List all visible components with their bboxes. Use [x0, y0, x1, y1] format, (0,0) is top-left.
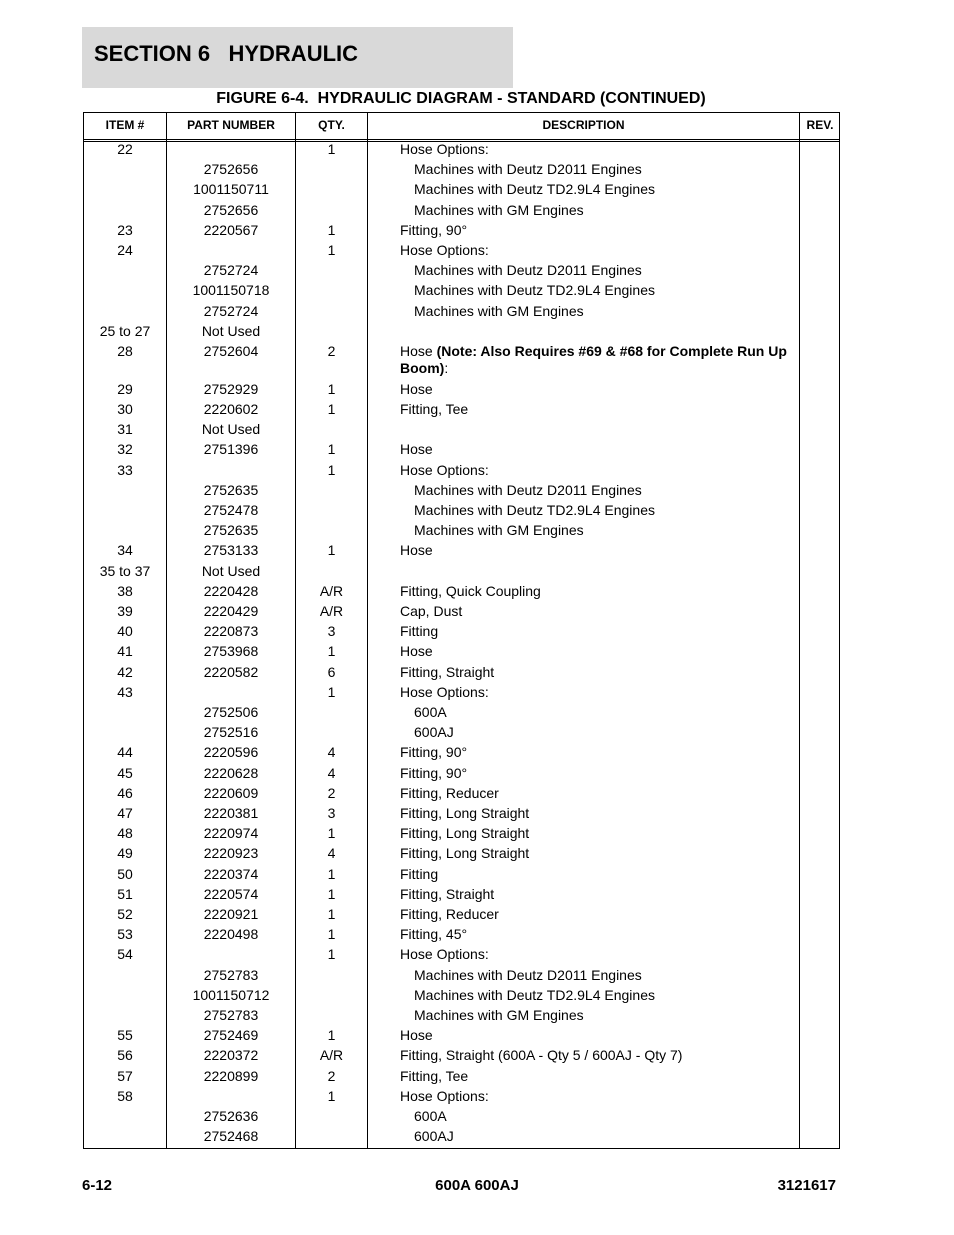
quantity: A/R: [319, 603, 344, 619]
part-number: 2752469: [203, 1027, 259, 1044]
quantity: 4: [327, 744, 336, 761]
item-number: 41: [117, 643, 133, 660]
part-number: 2753968: [203, 643, 259, 660]
item-number: 55: [117, 1027, 133, 1044]
item-number: 46: [117, 784, 133, 801]
part-number: 2220899: [203, 1067, 259, 1084]
quantity: 1: [327, 401, 336, 417]
part-number: 2220498: [203, 926, 259, 943]
description: 600AJ: [414, 1128, 454, 1145]
description: Hose: [400, 441, 433, 458]
item-number: 57: [117, 1067, 133, 1084]
part-number: 2752783: [203, 1007, 259, 1023]
part-number: 2220921: [203, 906, 259, 922]
quantity: 1: [327, 1087, 336, 1104]
part-number: 1001150712: [192, 986, 270, 1003]
description: Hose Options:: [400, 946, 489, 963]
item-number: 54: [117, 946, 133, 963]
part-number: 2220374: [203, 865, 259, 882]
column-header-rev: REV.: [806, 118, 834, 132]
description-text: Hose: [400, 343, 437, 359]
quantity: 1: [327, 441, 336, 458]
quantity: 1: [327, 141, 336, 157]
description: Hose Options:: [400, 141, 489, 157]
parts-table: [83, 112, 840, 1149]
description: Hose Options:: [400, 242, 489, 258]
item-number: 52: [117, 906, 133, 922]
quantity: 1: [327, 926, 336, 943]
description: Fitting: [400, 623, 439, 640]
part-number: 2220923: [203, 845, 259, 862]
part-number: 2752724: [203, 302, 259, 319]
description: Machines with Deutz TD2.9L4 Engines: [414, 282, 655, 299]
quantity: 3: [327, 623, 336, 640]
part-number: 2220429: [203, 603, 259, 619]
description: Fitting, Reducer: [400, 784, 499, 801]
description: 600A: [414, 1108, 447, 1124]
quantity: 1: [327, 1027, 336, 1044]
quantity: 1: [327, 242, 336, 258]
description: Hose Options:: [400, 1087, 489, 1104]
item-number: 47: [117, 805, 133, 821]
description: Fitting, 90°: [400, 221, 468, 238]
item-number: 28: [117, 343, 133, 359]
description: Fitting, Tee: [400, 1067, 469, 1084]
part-number: 1001150718: [192, 282, 270, 299]
description: Hose: [400, 643, 433, 660]
part-number: 2220582: [203, 663, 259, 680]
figure-title: FIGURE 6-4. HYDRAULIC DIAGRAM - STANDARD (CONTINUED): [216, 90, 706, 107]
part-number: 1001150711: [193, 181, 269, 198]
part-number: 2220567: [203, 221, 259, 238]
quantity: 3: [327, 805, 336, 821]
item-number: 23: [117, 221, 133, 238]
item-number: 50: [117, 865, 133, 882]
quantity: 2: [327, 343, 336, 359]
column-header-qty: QTY.: [318, 118, 345, 132]
quantity: 4: [327, 845, 336, 862]
part-number: 2752656: [203, 161, 259, 178]
column-divider: [367, 113, 368, 1148]
quantity: 6: [327, 663, 336, 680]
part-number: 2220609: [203, 784, 259, 801]
item-number: 32: [117, 441, 133, 458]
item-number: 35 to 37: [99, 562, 151, 579]
item-number: 33: [117, 461, 133, 478]
item-number: 31: [117, 421, 133, 438]
description: Fitting, Straight (600A - Qty 5 / 600AJ - Qty 7): [400, 1047, 683, 1064]
section-title: SECTION 6 HYDRAULIC: [94, 41, 359, 66]
item-number: 25 to 27: [99, 322, 151, 339]
part-number: 2220596: [203, 744, 259, 761]
quantity: A/R: [319, 582, 344, 599]
description: Machines with Deutz D2011 Engines: [414, 481, 642, 498]
description: Machines with Deutz D2011 Engines: [414, 262, 642, 279]
quantity: 4: [327, 764, 336, 781]
part-number: 2752635: [203, 522, 259, 539]
part-number: 2220974: [203, 825, 259, 842]
item-number: 51: [117, 885, 133, 902]
description: Machines with Deutz TD2.9L4 Engines: [414, 502, 655, 518]
item-number: 39: [117, 603, 133, 619]
part-number: 2220873: [203, 623, 259, 640]
part-number: 2752635: [203, 481, 259, 498]
column-header-part-number: PART NUMBER: [187, 118, 275, 132]
part-number: 2752506: [203, 704, 259, 720]
quantity: 1: [327, 380, 336, 397]
column-header-description: DESCRIPTION: [542, 118, 625, 132]
part-number: Not Used: [201, 421, 261, 438]
description: Machines with Deutz TD2.9L4 Engines: [414, 181, 655, 198]
part-number: 2220381: [203, 805, 259, 821]
description: Fitting, Long Straight: [400, 845, 530, 862]
header-divider: [84, 139, 839, 140]
column-header-item: ITEM #: [105, 118, 145, 132]
quantity: 1: [327, 885, 336, 902]
description: 600A: [414, 704, 447, 720]
quantity: 1: [327, 946, 336, 963]
part-number: 2752516: [203, 724, 259, 741]
footer-model: 600A 600AJ: [435, 1177, 519, 1194]
description: Cap, Dust: [400, 603, 463, 619]
description: Hose Options:: [400, 683, 489, 700]
part-number: 2220574: [203, 885, 259, 902]
footer-doc-number: 3121617: [777, 1177, 836, 1194]
item-number: 40: [117, 623, 133, 640]
description: Hose: [400, 1027, 433, 1044]
part-number: 2220372: [203, 1047, 259, 1064]
part-number: 2752604: [203, 343, 259, 359]
description: Fitting, 45°: [400, 926, 468, 943]
description: Fitting, Long Straight: [400, 805, 530, 821]
quantity: 1: [327, 542, 336, 559]
part-number: 2752468: [203, 1128, 259, 1145]
quantity: 1: [327, 461, 336, 478]
part-number: 2220602: [203, 401, 259, 417]
item-number: 44: [117, 744, 133, 761]
description: Machines with GM Engines: [414, 522, 584, 539]
description: Machines with GM Engines: [414, 302, 584, 319]
part-number: 2220628: [203, 764, 259, 781]
description: Fitting, 90°: [400, 744, 468, 761]
quantity: 1: [327, 865, 336, 882]
item-number: 42: [117, 663, 133, 680]
description: Machines with GM Engines: [414, 201, 584, 218]
description: Fitting: [400, 865, 439, 882]
item-number: 22: [117, 141, 133, 157]
quantity: 2: [327, 784, 336, 801]
part-number: 2752478: [203, 502, 259, 518]
description: Machines with Deutz D2011 Engines: [414, 161, 642, 178]
description-note: (Note: Also Requires #69 & #68 for Complete Run Up Boom): [400, 343, 787, 376]
quantity: A/R: [319, 1047, 344, 1064]
description: Fitting, Long Straight: [400, 825, 530, 842]
item-number: 24: [117, 242, 133, 258]
item-number: 49: [117, 845, 133, 862]
item-number: 43: [117, 683, 133, 700]
item-number: 56: [117, 1047, 133, 1064]
description: Fitting, Reducer: [400, 906, 499, 922]
description: [400, 343, 790, 377]
description-suffix: :: [444, 360, 449, 376]
part-number: 2751396: [203, 441, 259, 458]
description: Machines with Deutz TD2.9L4 Engines: [414, 986, 655, 1003]
item-number: 29: [117, 380, 133, 397]
item-number: 34: [117, 542, 133, 559]
part-number: 2220428: [203, 582, 259, 599]
description: Fitting, Straight: [400, 663, 495, 680]
description: Hose: [400, 380, 433, 397]
quantity: 1: [327, 221, 336, 238]
part-number: 2752783: [203, 966, 259, 983]
description: Fitting, Tee: [400, 401, 469, 417]
part-number: Not Used: [201, 562, 261, 579]
footer-page-number: 6-12: [82, 1177, 113, 1194]
description: Machines with Deutz D2011 Engines: [414, 966, 642, 983]
item-number: 38: [117, 582, 133, 599]
description: Fitting, Quick Coupling: [400, 582, 541, 599]
item-number: 48: [117, 825, 133, 842]
quantity: 2: [327, 1067, 336, 1084]
description: 600AJ: [414, 724, 454, 741]
part-number: 2752929: [203, 380, 259, 397]
part-number: 2752656: [203, 201, 259, 218]
quantity: 1: [327, 825, 336, 842]
part-number: 2752636: [203, 1108, 259, 1124]
description: Fitting, Straight: [400, 885, 495, 902]
item-number: 30: [117, 401, 133, 417]
description: Machines with GM Engines: [414, 1007, 584, 1023]
description: Hose Options:: [400, 461, 489, 478]
part-number: 2753133: [203, 542, 259, 559]
quantity: 1: [327, 906, 336, 922]
description: Fitting, 90°: [400, 764, 468, 781]
quantity: 1: [327, 683, 336, 700]
quantity: 1: [327, 643, 336, 660]
description: Hose: [400, 542, 433, 559]
item-number: 53: [117, 926, 133, 943]
part-number: Not Used: [201, 322, 261, 339]
part-number: 2752724: [203, 262, 259, 279]
item-number: 58: [117, 1087, 133, 1104]
item-number: 45: [117, 764, 133, 781]
